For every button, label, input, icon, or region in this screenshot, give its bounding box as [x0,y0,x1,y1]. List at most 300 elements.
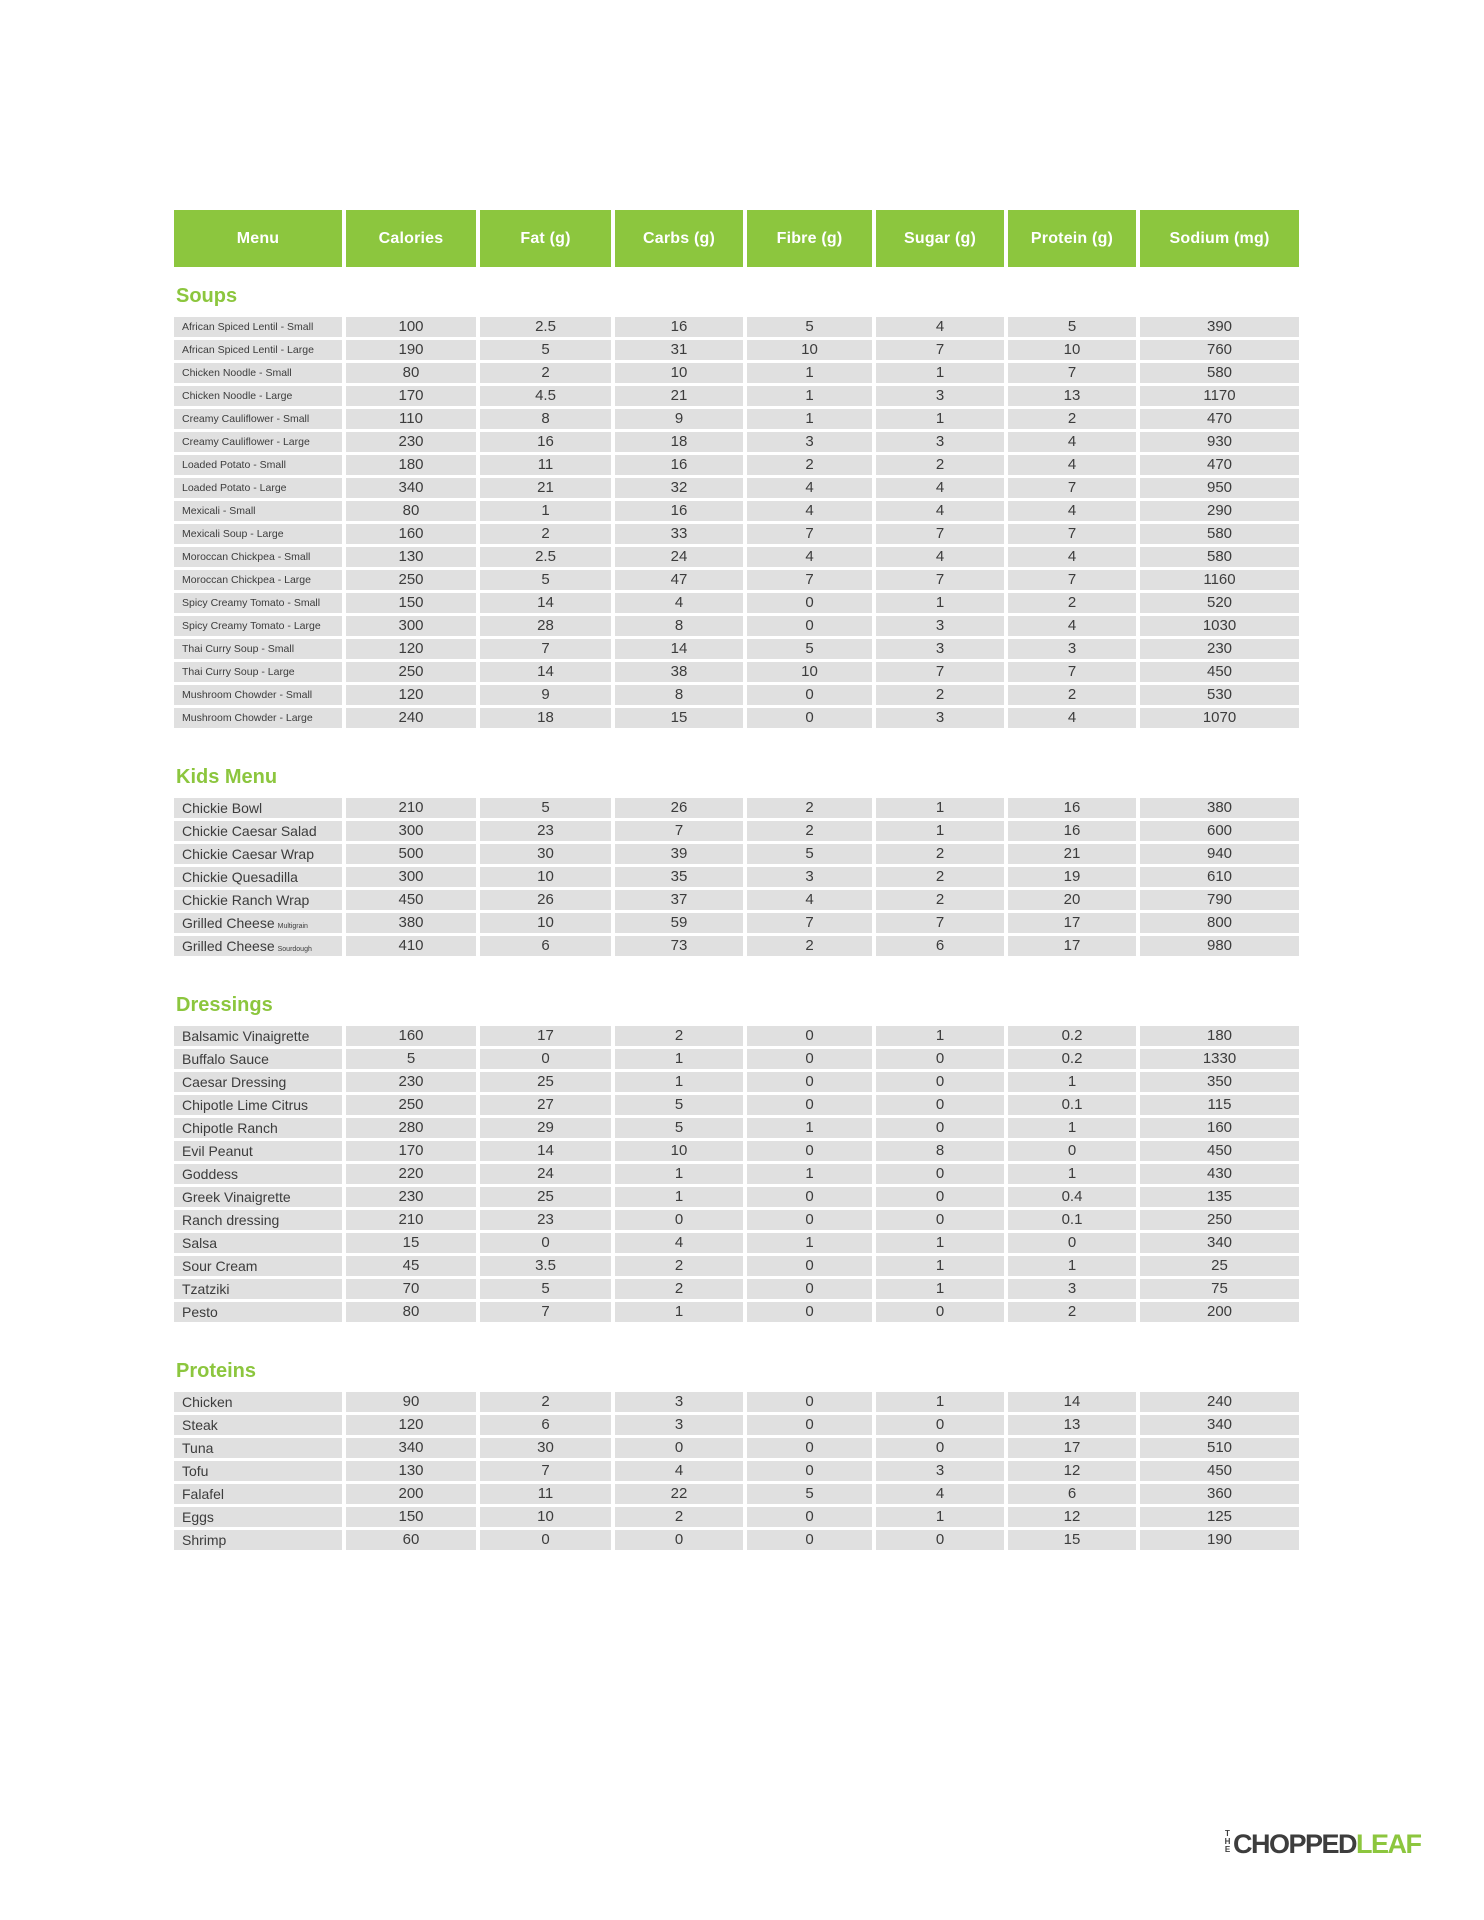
table-row [174,616,1299,636]
value-cell: 2 [876,844,1004,864]
value-cell: 160 [1140,1118,1299,1138]
value-cell: 4 [876,547,1004,567]
value-cell: 600 [1140,821,1299,841]
value-cell: 26 [615,798,743,818]
value-cell: 0 [615,1530,743,1550]
table-row [174,455,1299,475]
value-cell: 1330 [1140,1049,1299,1069]
value-cell: 2 [1008,593,1136,613]
value-cell: 3 [876,708,1004,728]
value-cell: 3 [876,386,1004,406]
section-title-kids-menu: Kids Menu [176,766,278,788]
value-cell: 75 [1140,1279,1299,1299]
value-cell: 8 [480,409,611,429]
value-cell: 250 [346,662,476,682]
logo-chopped-text: CHOPPED [1233,1828,1357,1859]
value-cell: 10 [480,867,611,887]
value-cell: 4 [747,478,872,498]
value-cell: 4 [615,593,743,613]
value-cell: 47 [615,570,743,590]
value-cell: 39 [615,844,743,864]
value-cell: 120 [346,639,476,659]
value-cell: 100 [346,317,476,337]
value-cell: 0 [747,1095,872,1115]
value-cell: 7 [876,913,1004,933]
value-cell: 280 [346,1118,476,1138]
value-cell: 9 [615,409,743,429]
value-cell: 940 [1140,844,1299,864]
value-cell: 5 [480,798,611,818]
value-cell: 340 [1140,1233,1299,1253]
value-cell: 150 [346,1507,476,1527]
value-cell: 80 [346,363,476,383]
value-cell: 4 [1008,547,1136,567]
row-label: Moroccan Chickpea - Large [174,570,342,590]
value-cell: 0 [876,1415,1004,1435]
table-row [174,821,1299,841]
value-cell: 0 [747,1302,872,1322]
value-cell: 610 [1140,867,1299,887]
value-cell: 0 [747,1415,872,1435]
value-cell: 450 [1140,1141,1299,1161]
value-cell: 70 [346,1279,476,1299]
value-cell: 29 [480,1118,611,1138]
value-cell: 4 [876,1484,1004,1504]
value-cell: 3 [876,432,1004,452]
row-label: Evil Peanut [174,1141,342,1161]
value-cell: 13 [1008,1415,1136,1435]
value-cell: 240 [1140,1392,1299,1412]
value-cell: 250 [346,570,476,590]
table-row [174,662,1299,682]
value-cell: 250 [1140,1210,1299,1230]
value-cell: 14 [480,1141,611,1161]
value-cell: 160 [346,524,476,544]
table-row [174,1302,1299,1322]
value-cell: 520 [1140,593,1299,613]
value-cell: 4 [615,1233,743,1253]
table-row [174,363,1299,383]
value-cell: 380 [346,913,476,933]
row-label: Chipotle Lime Citrus [174,1095,342,1115]
table-row [174,1026,1299,1046]
value-cell: 24 [615,547,743,567]
value-cell: 10 [747,662,872,682]
row-label: Thai Curry Soup - Large [174,662,342,682]
value-cell: 760 [1140,340,1299,360]
row-label: Tofu [174,1461,342,1481]
value-cell: 1 [747,1118,872,1138]
value-cell: 340 [346,1438,476,1458]
row-label: Loaded Potato - Small [174,455,342,475]
value-cell: 1 [876,363,1004,383]
value-cell: 90 [346,1392,476,1412]
value-cell: 170 [346,386,476,406]
row-label: Mushroom Chowder - Small [174,685,342,705]
value-cell: 580 [1140,363,1299,383]
table-row [174,409,1299,429]
value-cell: 4 [615,1461,743,1481]
value-cell: 6 [1008,1484,1136,1504]
value-cell: 31 [615,340,743,360]
row-label: Shrimp [174,1530,342,1550]
value-cell: 0 [747,1507,872,1527]
value-cell: 1 [876,1392,1004,1412]
value-cell: 2 [1008,1302,1136,1322]
value-cell: 7 [1008,478,1136,498]
row-label-suffix: Multigrain [277,923,308,930]
value-cell: 9 [480,685,611,705]
value-cell: 6 [480,936,611,956]
value-cell: 7 [615,821,743,841]
table-row [174,1484,1299,1504]
section-title-dressings: Dressings [176,994,273,1016]
value-cell: 125 [1140,1507,1299,1527]
row-label: Buffalo Sauce [174,1049,342,1069]
value-cell: 1160 [1140,570,1299,590]
value-cell: 25 [1140,1256,1299,1276]
value-cell: 800 [1140,913,1299,933]
value-cell: 2 [615,1256,743,1276]
row-label: Chickie Caesar Salad [174,821,342,841]
value-cell: 2.5 [480,547,611,567]
value-cell: 22 [615,1484,743,1504]
section-title-soups: Soups [176,285,238,307]
column-header-carbs: Carbs (g) [615,210,743,267]
value-cell: 390 [1140,317,1299,337]
table-row [174,913,1299,933]
value-cell: 7 [747,570,872,590]
value-cell: 190 [1140,1530,1299,1550]
value-cell: 26 [480,890,611,910]
value-cell: 1 [876,798,1004,818]
value-cell: 15 [346,1233,476,1253]
value-cell: 2 [615,1507,743,1527]
table-row [174,1415,1299,1435]
value-cell: 15 [615,708,743,728]
section-dressings [174,992,1299,1322]
value-cell: 5 [747,639,872,659]
value-cell: 10 [615,363,743,383]
value-cell: 14 [1008,1392,1136,1412]
row-label: Tzatziki [174,1279,342,1299]
value-cell: 2 [480,1392,611,1412]
value-cell: 1 [747,386,872,406]
table-row [174,708,1299,728]
value-cell: 35 [615,867,743,887]
value-cell: 7 [876,570,1004,590]
row-label: Salsa [174,1233,342,1253]
value-cell: 73 [615,936,743,956]
value-cell: 7 [480,639,611,659]
section-soups [174,283,1299,728]
value-cell: 0 [615,1210,743,1230]
value-cell: 7 [747,524,872,544]
row-label: Mexicali Soup - Large [174,524,342,544]
value-cell: 2 [1008,409,1136,429]
table-row [174,593,1299,613]
value-cell: 790 [1140,890,1299,910]
value-cell: 32 [615,478,743,498]
column-header-menu: Menu [174,210,342,267]
value-cell: 0 [747,708,872,728]
row-label: Caesar Dressing [174,1072,342,1092]
table-row [174,1210,1299,1230]
row-label: Spicy Creamy Tomato - Small [174,593,342,613]
value-cell: 3 [747,867,872,887]
value-cell: 3 [876,1461,1004,1481]
value-cell: 2 [876,890,1004,910]
row-label: Creamy Cauliflower - Small [174,409,342,429]
value-cell: 2 [615,1279,743,1299]
row-label: Chickie Caesar Wrap [174,844,342,864]
value-cell: 0 [615,1438,743,1458]
value-cell: 0 [747,1049,872,1069]
row-label: Chicken Noodle - Small [174,363,342,383]
table-row [174,1256,1299,1276]
value-cell: 0 [480,1233,611,1253]
value-cell: 3 [1008,1279,1136,1299]
value-cell: 130 [346,547,476,567]
value-cell: 17 [1008,913,1136,933]
value-cell: 4 [1008,616,1136,636]
value-cell: 1 [876,1026,1004,1046]
value-cell: 7 [1008,524,1136,544]
value-cell: 0 [1008,1233,1136,1253]
value-cell: 14 [480,662,611,682]
table-row [174,798,1299,818]
value-cell: 6 [480,1415,611,1435]
row-label: Ranch dressing [174,1210,342,1230]
value-cell: 30 [480,1438,611,1458]
value-cell: 580 [1140,547,1299,567]
value-cell: 0 [876,1095,1004,1115]
table-body [174,283,1299,1550]
value-cell: 5 [480,570,611,590]
value-cell: 1070 [1140,708,1299,728]
table-row [174,317,1299,337]
value-cell: 4 [1008,501,1136,521]
value-cell: 0 [747,616,872,636]
value-cell: 1 [747,1164,872,1184]
value-cell: 410 [346,936,476,956]
value-cell: 0 [876,1302,1004,1322]
value-cell: 4 [1008,708,1136,728]
table-row [174,478,1299,498]
value-cell: 16 [1008,798,1136,818]
value-cell: 2 [747,455,872,475]
value-cell: 0 [747,1461,872,1481]
value-cell: 4 [876,317,1004,337]
value-cell: 2 [747,936,872,956]
value-cell: 120 [346,1415,476,1435]
row-label: Chipotle Ranch [174,1118,342,1138]
row-label: Balsamic Vinaigrette [174,1026,342,1046]
value-cell: 0 [1008,1141,1136,1161]
value-cell: 59 [615,913,743,933]
value-cell: 240 [346,708,476,728]
value-cell: 27 [480,1095,611,1115]
value-cell: 3 [615,1415,743,1435]
table-row [174,936,1299,956]
row-label: African Spiced Lentil - Large [174,340,342,360]
row-label: Pesto [174,1302,342,1322]
value-cell: 0 [747,1530,872,1550]
value-cell: 7 [1008,570,1136,590]
value-cell: 17 [1008,1438,1136,1458]
value-cell: 1 [615,1302,743,1322]
row-label-suffix: Sourdough [277,946,312,953]
row-label: Mushroom Chowder - Large [174,708,342,728]
table-row [174,639,1299,659]
value-cell: 210 [346,798,476,818]
value-cell: 7 [480,1302,611,1322]
row-label: Chickie Quesadilla [174,867,342,887]
value-cell: 360 [1140,1484,1299,1504]
value-cell: 4 [876,501,1004,521]
value-cell: 33 [615,524,743,544]
value-cell: 8 [876,1141,1004,1161]
table-row [174,1118,1299,1138]
value-cell: 2 [876,455,1004,475]
value-cell: 16 [615,317,743,337]
value-cell: 0 [747,1187,872,1207]
value-cell: 20 [1008,890,1136,910]
value-cell: 6 [876,936,1004,956]
value-cell: 21 [1008,844,1136,864]
value-cell: 340 [346,478,476,498]
value-cell: 1 [876,593,1004,613]
value-cell: 0 [747,593,872,613]
value-cell: 1 [747,409,872,429]
value-cell: 1 [876,1507,1004,1527]
table-row [174,1507,1299,1527]
value-cell: 0 [747,1438,872,1458]
chopped-leaf-logo [1223,1828,1421,1860]
value-cell: 23 [480,821,611,841]
value-cell: 24 [480,1164,611,1184]
value-cell: 17 [480,1026,611,1046]
row-label: Steak [174,1415,342,1435]
table-header-row [174,210,1299,267]
value-cell: 290 [1140,501,1299,521]
value-cell: 5 [747,1484,872,1504]
value-cell: 2 [747,798,872,818]
value-cell: 300 [346,616,476,636]
value-cell: 1 [747,1233,872,1253]
value-cell: 1030 [1140,616,1299,636]
value-cell: 38 [615,662,743,682]
table-row [174,1438,1299,1458]
value-cell: 19 [1008,867,1136,887]
value-cell: 7 [480,1461,611,1481]
value-cell: 5 [747,317,872,337]
value-cell: 5 [615,1095,743,1115]
table-row [174,570,1299,590]
value-cell: 0 [876,1438,1004,1458]
value-cell: 1 [876,821,1004,841]
value-cell: 470 [1140,455,1299,475]
value-cell: 4 [747,547,872,567]
value-cell: 8 [615,685,743,705]
value-cell: 80 [346,501,476,521]
row-label: Thai Curry Soup - Small [174,639,342,659]
value-cell: 4 [747,501,872,521]
value-cell: 17 [1008,936,1136,956]
column-header-sodium: Sodium (mg) [1140,210,1299,267]
value-cell: 0 [876,1164,1004,1184]
value-cell: 12 [1008,1461,1136,1481]
table-row [174,844,1299,864]
value-cell: 230 [1140,639,1299,659]
value-cell: 5 [615,1118,743,1138]
value-cell: 16 [480,432,611,452]
row-label: Goddess [174,1164,342,1184]
row-label: Loaded Potato - Large [174,478,342,498]
table-row [174,524,1299,544]
value-cell: 10 [480,913,611,933]
logo-leaf-text: LEAF [1356,1828,1421,1859]
table-row [174,1164,1299,1184]
table-row [174,340,1299,360]
table-row [174,386,1299,406]
section-proteins [174,1358,1299,1550]
value-cell: 1 [480,501,611,521]
value-cell: 0 [876,1072,1004,1092]
value-cell: 13 [1008,386,1136,406]
value-cell: 3 [747,432,872,452]
value-cell: 5 [480,340,611,360]
value-cell: 2 [876,867,1004,887]
value-cell: 0 [480,1049,611,1069]
row-label: Grilled Cheese Multigrain [174,913,342,933]
value-cell: 340 [1140,1415,1299,1435]
value-cell: 0 [747,1072,872,1092]
value-cell: 1 [1008,1256,1136,1276]
value-cell: 130 [346,1461,476,1481]
value-cell: 23 [480,1210,611,1230]
value-cell: 180 [346,455,476,475]
value-cell: 2 [480,524,611,544]
table-row [174,1233,1299,1253]
value-cell: 2 [615,1026,743,1046]
value-cell: 7 [876,662,1004,682]
row-label: Spicy Creamy Tomato - Large [174,616,342,636]
value-cell: 500 [346,844,476,864]
value-cell: 3 [615,1392,743,1412]
value-cell: 2 [747,821,872,841]
value-cell: 5 [480,1279,611,1299]
row-label: Mexicali - Small [174,501,342,521]
table-row [174,1072,1299,1092]
table-row [174,1187,1299,1207]
value-cell: 230 [346,1187,476,1207]
value-cell: 4 [876,478,1004,498]
value-cell: 510 [1140,1438,1299,1458]
value-cell: 18 [480,708,611,728]
value-cell: 0 [747,685,872,705]
section-title-proteins: Proteins [176,1360,257,1382]
value-cell: 7 [876,340,1004,360]
value-cell: 0 [747,1279,872,1299]
value-cell: 0.2 [1008,1026,1136,1046]
value-cell: 28 [480,616,611,636]
logo-the-text: THE [1223,1829,1232,1853]
table-row [174,867,1299,887]
table-row [174,501,1299,521]
table-row [174,1392,1299,1412]
table-row [174,685,1299,705]
